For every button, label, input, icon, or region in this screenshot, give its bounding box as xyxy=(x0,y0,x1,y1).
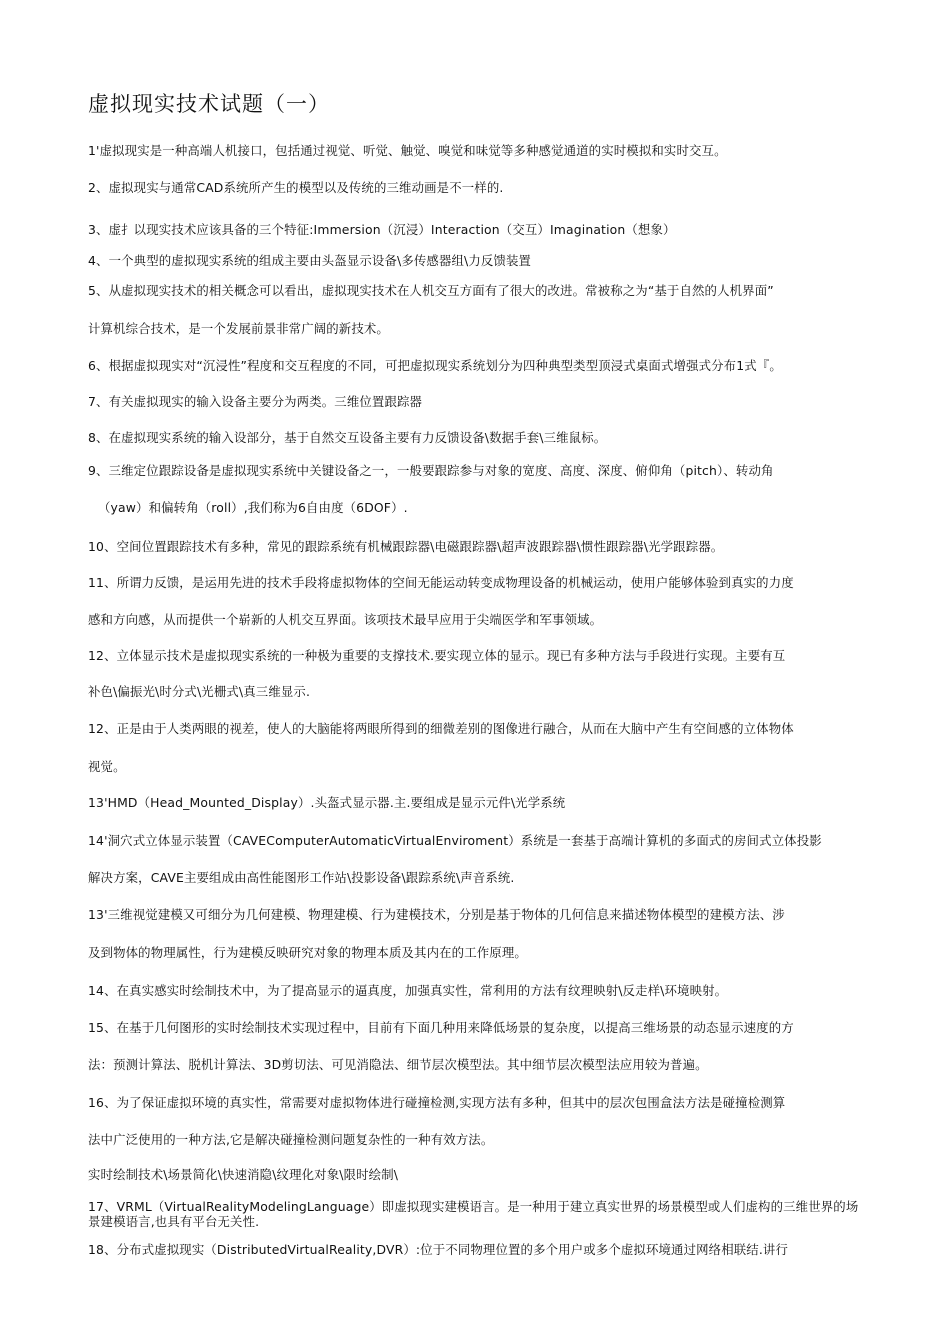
question-line: 13'三维视觉建模又可细分为几何建模、物理建模、行为建模技术，分别是基于物体的几何信息来描述物体模型的建模方法、涉 xyxy=(88,908,785,922)
question-line: 15、在基于几何图形的实时绘制技术实现过程中，目前有下面几种用来降低场景的复杂度，以提高三维场景的动态显示速度的方 xyxy=(88,1021,794,1035)
question-line: 法：预测计算法、脱机计算法、3D剪切法、可见消隐法、细节层次模型法。其中细节层次模型法应用较为普遍。 xyxy=(88,1058,708,1072)
question-line: 实时绘制技术\场景简化\快速消隐\纹理化对象\限时绘制\ xyxy=(88,1168,399,1182)
question-line: 补色\偏振光\时分式\光栅式\真三维显示. xyxy=(88,685,311,699)
question-line: 5、从虚拟现实技术的相关概念可以看出，虚拟现实技术在人机交互方面有了很大的改进。常被称之为“基于自然的人机界面” xyxy=(88,284,774,298)
question-line: 4、一个典型的虚拟现实系统的组成主要由头盔显示设备\多传感器组\力反馈装置 xyxy=(88,254,532,268)
question-line: 1'虚拟现实是一种高端人机接口，包括通过视觉、听觉、触觉、嗅觉和味觉等多种感觉通道的实时模拟和实时交互。 xyxy=(88,144,727,158)
question-line: 法中广泛使用的一种方法,它是解决碰撞检测问题复杂性的一种有效方法。 xyxy=(88,1133,494,1147)
question-line: 视觉。 xyxy=(88,760,126,774)
question-line: 11、所谓力反馈，是运用先进的技术手段将虚拟物体的空间无能运动转变成物理设备的机械运动，使用户能够体验到真实的力度 xyxy=(88,576,794,590)
question-line: 14、在真实感实时绘制技术中，为了提高显示的逼真度，加强真实性，常利用的方法有纹理映射\反走样\环境映射。 xyxy=(88,984,728,998)
document-title: 虚拟现实技术试题（一） xyxy=(88,92,330,116)
question-line: 2、虚拟现实与通常CAD系统所产生的模型以及传统的三维动画是不一样的. xyxy=(88,181,504,195)
question-line: （yaw）和偏转角（roll）,我们称为6自由度（6DOF）. xyxy=(98,501,408,515)
question-line: 16、为了保证虚拟环境的真实性，常需要对虚拟物体进行碰撞检测,实现方法有多种，但其中的层次包围盒法方法是碰撞检测算 xyxy=(88,1096,786,1110)
question-line: 计算机综合技术，是一个发展前景非常广阔的新技术。 xyxy=(88,322,389,336)
question-line: 3、虚扌以现实技术应该具备的三个特征:Immersion（沉浸）Interaction（交互）Imagination（想象） xyxy=(88,223,676,237)
question-line: 感和方向感，从而提供一个崭新的人机交互界面。该项技术最早应用于尖端医学和军事领域。 xyxy=(88,613,603,627)
question-line: 6、根据虚拟现实对“沉浸性”程度和交互程度的不同，可把虚拟现实系统划分为四种典型类型顶浸式桌面式增强式分布1式『。 xyxy=(88,359,782,373)
question-line: 及到物体的物理属性，行为建模反映研究对象的物理本质及其内在的工作原理。 xyxy=(88,946,527,960)
question-line: 10、空间位置跟踪技术有多种，常见的跟踪系统有机械跟踪器\电磁跟踪器\超声波跟踪器\惯性跟踪器\光学跟踪器。 xyxy=(88,540,724,554)
question-line: 7、有关虚拟现实的输入设备主要分为两类。三维位置跟踪器 xyxy=(88,395,423,409)
question-line: 12、正是由于人类两眼的视差，使人的大脑能将两眼所得到的细微差别的图像进行融合，从而在大脑中产生有空间感的立体物体 xyxy=(88,722,794,736)
question-line: 14'洞穴式立体显示装置（CAVEComputerAutomaticVirtualEnviroment）系统是一套基于高端计算机的多面式的房间式立体投影 xyxy=(88,834,822,848)
question-line: 13'HMD（Head_Mounted_Display）.头盔式显示器.主.要组成是显示元件\光学系统 xyxy=(88,796,566,810)
question-line: 12、立体显示技术是虚拟现实系统的一种极为重要的支撑技术.要实现立体的显示。现已有多种方法与手段进行实现。主要有互 xyxy=(88,649,786,663)
question-line: 17、VRML（VirtualRealityModelingLanguage）即虚拟现实建模语言。是一种用于建立真实世界的场景模型或人们虚构的三维世界的场景建模语言,也具有平台无关性. xyxy=(88,1199,859,1229)
question-line: 18、分布式虚拟现实（DistributedVirtualReality,DVR）:位于不同物理位置的多个用户或多个虚拟环境通过网络相联结.讲行 xyxy=(88,1243,788,1257)
question-line: 8、在虚拟现实系统的输入设部分，基于自然交互设备主要有力反馈设备\数据手套\三维鼠标。 xyxy=(88,431,607,445)
question-line: 9、三维定位跟踪设备是虚拟现实系统中关键设备之一，一般要跟踪参与对象的宽度、高度、深度、俯仰角（pitch）、转动角 xyxy=(88,464,774,478)
question-line: 解决方案，CAVE主要组成由高性能图形工作站\投影设备\跟踪系统\声音系统. xyxy=(88,871,515,885)
